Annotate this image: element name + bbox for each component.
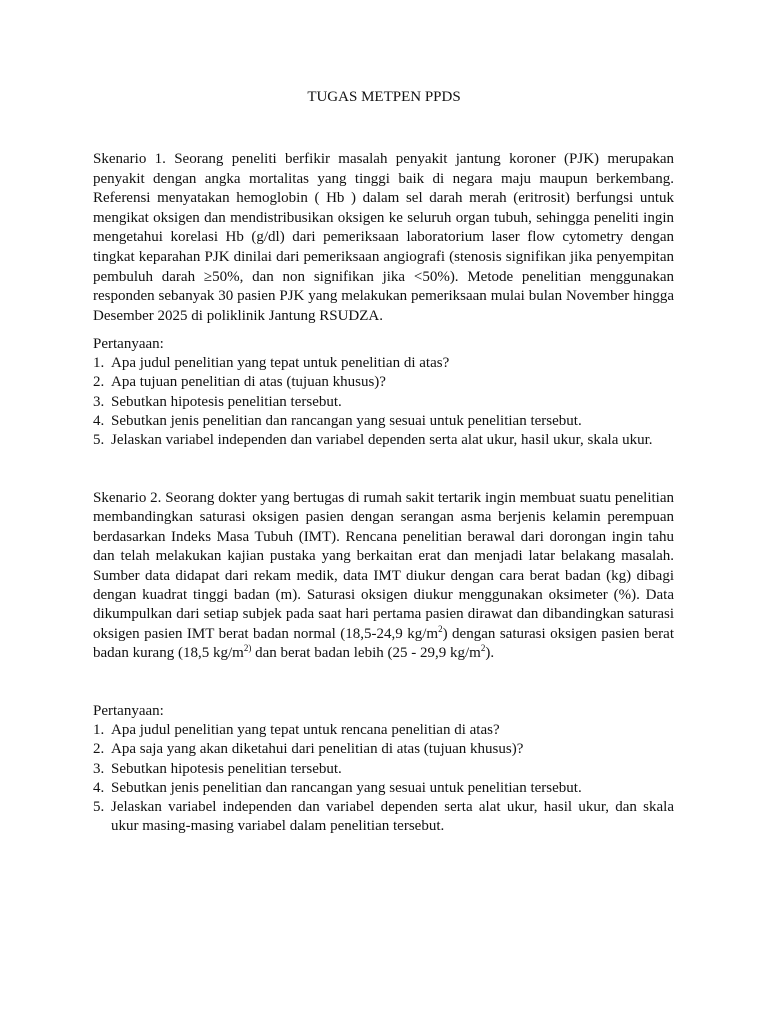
scenario-2-paragraph xyxy=(93,489,674,664)
question-item xyxy=(93,373,674,392)
question-number: 5. xyxy=(93,432,105,449)
question-text: Sebutkan jenis penelitian dan rancangan yang sesuai untuk penelitian tersebut. xyxy=(111,412,582,429)
question-item xyxy=(93,431,674,450)
question-text: Apa judul penelitian yang tepat untuk penelitian di atas? xyxy=(111,355,450,371)
scenario-2-text xyxy=(93,489,674,664)
question-item xyxy=(93,779,674,798)
question-number: 1. xyxy=(93,722,105,738)
question-number: 4. xyxy=(93,779,105,796)
question-text: Jelaskan variabel independen dan variabel dependen serta alat ukur, hasil ukur, skala ukur. xyxy=(111,432,653,449)
question-text: Apa saja yang akan diketahui dari penelitian di atas (tujuan khusus)? xyxy=(111,741,524,758)
scenario-2-text-part-2: ) dengan saturasi oksigen pasien berat badan kurang (18,5 kg/m xyxy=(93,625,674,662)
question-number: 1. xyxy=(93,355,105,371)
superscript: 2 xyxy=(480,643,486,654)
question-number: 2. xyxy=(93,741,105,758)
superscript: 2 xyxy=(438,623,443,634)
scenario-1-question-list xyxy=(93,354,674,450)
scenario-2-text-part-1: Skenario 2. Seorang dokter yang bertugas di rumah sakit tertarik ingin membuat suatu penelitian membandingkan saturasi oksigen pasien dengan serangan asma berjenis kelamin perempuan berdasarkan Indeks Masa Tubuh (IMT). Rencana penelitian berawal dari dorongan ingin tahu dan telah melakukan kajian pustaka yang berkaitan erat dan menjadi latar belakang masalah. Sumber data didapat dari rekam medik, data IMT diukur dengan cara berat badan (kg) dibagi dengan kuadrat tinggi badan (m). Saturasi oksigen diukur menggunakan oksimeter (%). Data dikumpulkan dari setiap subjek pada saat hari pertama pasien dirawat dan dibandingkan saturasi oksigen pasien IMT berat badan normal (18,5-24,9 kg/m xyxy=(93,490,674,642)
question-text: Sebutkan jenis penelitian dan rancangan yang sesuai untuk penelitian tersebut. xyxy=(111,779,582,796)
scenario-1-paragraph xyxy=(93,150,674,326)
question-number: 5. xyxy=(93,799,105,816)
question-number: 4. xyxy=(93,412,105,429)
question-number: 3. xyxy=(93,760,105,777)
scenario-1-text: Skenario 1. Seorang peneliti berfikir masalah penyakit jantung koroner (PJK) merupakan penyakit dengan angka mortalitas yang tinggi baik di negara maju maupun berkembang. Referensi menyatakan hemoglobin ( Hb ) dalam sel darah merah (eritrosit) berfungsi untuk mengikat oksigen dan mendistribusikan oksigen ke seluruh organ tubuh, sehingga peneliti ingin mengetahui korelasi Hb (g/dl) dari pemeriksaan laboratorium laser flow cytometry dengan tingkat keparahan PJK dinilai dari pemeriksaan angiografi (stenosis signifikan jika penyempitan pembuluh darah ≥50%, dan non signifikan jika <50%). Metode penelitian menggunakan responden sebanyak 30 pasien PJK yang melakukan pemeriksaan mulai bulan November hingga Desember 2025 di poliklinik Jantung RSUDZA. xyxy=(93,151,674,324)
question-item xyxy=(93,721,674,740)
question-text: Sebutkan hipotesis penelitian tersebut. xyxy=(111,760,342,777)
question-item xyxy=(93,798,674,837)
question-item xyxy=(93,412,674,431)
scenario-1-questions-heading: Pertanyaan: xyxy=(93,336,164,352)
question-text: Jelaskan variabel independen dan variabel dependen serta alat ukur, hasil ukur, dan skala ukur masing-masing variabel dalam penelitian tersebut. xyxy=(111,799,674,835)
question-text: Apa judul penelitian yang tepat untuk rencana penelitian di atas? xyxy=(111,722,500,738)
scenario-2-text-part-3: dan berat badan lebih (25 - 29,9 kg/m xyxy=(251,645,481,662)
question-item xyxy=(93,393,674,412)
scenario-2-text-part-4: ). xyxy=(485,645,495,662)
question-item xyxy=(93,740,674,759)
question-number: 3. xyxy=(93,393,105,410)
scenario-2-questions-heading: Pertanyaan: xyxy=(93,703,164,719)
document-title: TUGAS METPEN PPDS xyxy=(307,89,461,105)
question-item xyxy=(93,760,674,779)
question-item xyxy=(93,354,674,373)
scenario-2-question-list xyxy=(93,721,674,837)
superscript: 2) xyxy=(243,643,252,654)
question-number: 2. xyxy=(93,374,105,391)
question-text: Apa tujuan penelitian di atas (tujuan khusus)? xyxy=(111,374,386,391)
question-text: Sebutkan hipotesis penelitian tersebut. xyxy=(111,393,342,410)
